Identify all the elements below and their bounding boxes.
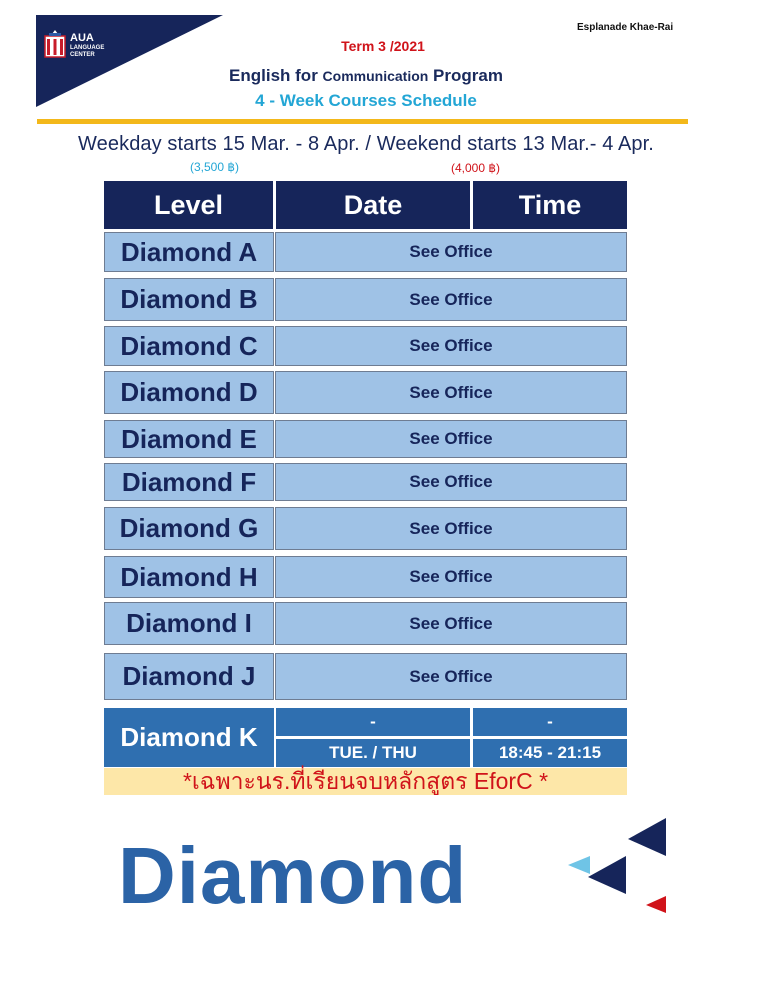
level-cell: Diamond J	[104, 653, 274, 700]
weekend-price: (4,000 ฿)	[451, 161, 500, 175]
level-cell: Diamond E	[104, 420, 274, 458]
header-date: Date	[276, 181, 470, 229]
info-cell: See Office	[275, 232, 627, 272]
course-dates: Weekday starts 15 Mar. - 8 Apr. / Weekend starts 13 Mar.- 4 Apr.	[78, 133, 654, 155]
program-title: English for Communication Program	[229, 66, 503, 85]
info-cell: See Office	[275, 326, 627, 366]
level-cell: Diamond I	[104, 602, 274, 645]
info-cell: See Office	[275, 420, 627, 458]
date-cell-bottom: TUE. / THU	[276, 739, 470, 767]
info-cell: See Office	[275, 653, 627, 700]
level-cell: Diamond A	[104, 232, 274, 272]
time-cell-top: -	[473, 708, 627, 736]
term-label: Term 3 /2021	[341, 38, 425, 54]
logo-text-center: CENTER	[70, 52, 95, 58]
level-cell: Diamond B	[104, 278, 274, 321]
divider-line	[37, 119, 688, 124]
arrow-triangles-icon	[560, 812, 670, 922]
logo-text-language: LANGUAGE	[70, 45, 105, 51]
info-cell: See Office	[275, 278, 627, 321]
weekday-price: (3,500 ฿)	[190, 160, 239, 174]
info-cell: See Office	[275, 507, 627, 550]
info-cell: See Office	[275, 556, 627, 598]
header-level: Level	[104, 181, 273, 229]
level-cell: Diamond G	[104, 507, 274, 550]
level-cell: Diamond D	[104, 371, 274, 414]
header-time: Time	[473, 181, 627, 229]
time-cell-bottom: 18:45 - 21:15	[473, 739, 627, 767]
info-cell: See Office	[275, 463, 627, 501]
footer-title: Diamond	[118, 831, 468, 920]
eligibility-note: *เฉพาะนร.ที่เรียนจบหลักสูตร EforC *	[104, 768, 627, 795]
schedule-subtitle: 4 - Week Courses Schedule	[255, 91, 477, 110]
info-cell: See Office	[275, 371, 627, 414]
level-cell: Diamond F	[104, 463, 274, 501]
logo-text-aua: AUA	[70, 32, 94, 44]
info-cell: See Office	[275, 602, 627, 645]
branch-name: Esplanade Khae-Rai	[577, 22, 674, 33]
level-cell: Diamond C	[104, 326, 274, 366]
level-cell-k: Diamond K	[104, 708, 274, 767]
level-cell: Diamond H	[104, 556, 274, 598]
date-cell-top: -	[276, 708, 470, 736]
